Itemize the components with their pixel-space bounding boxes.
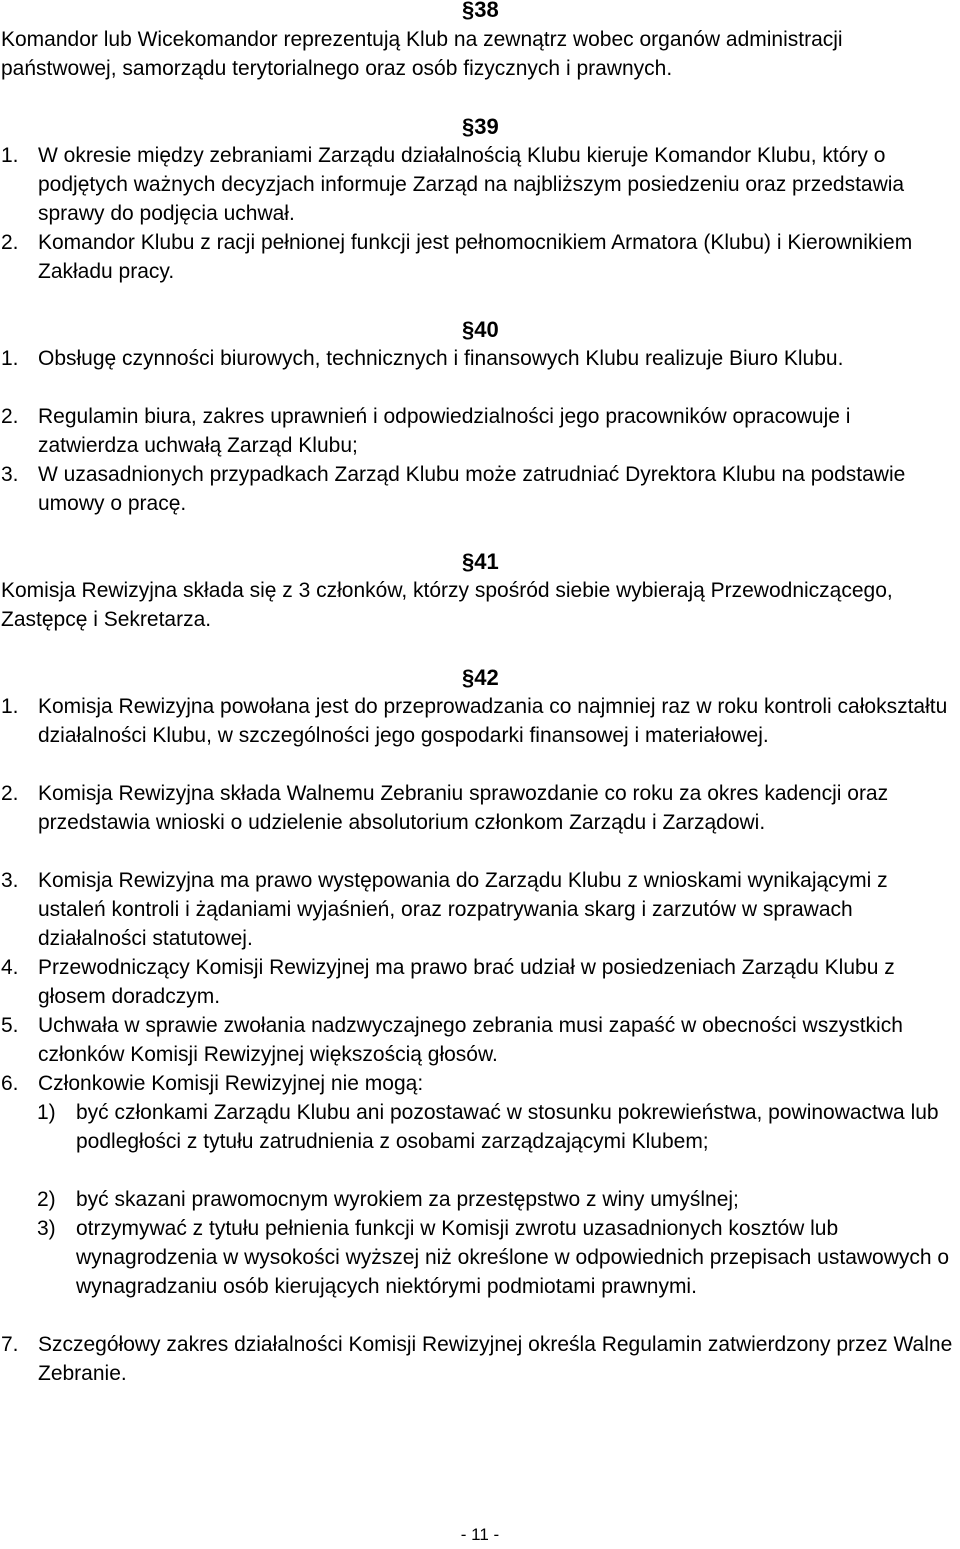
item-text: W uzasadnionych przypadkach Zarząd Klubu może zatrudniać Dyrektora Klubu na podstawie umowy o pracę.	[38, 463, 906, 515]
item-number: 2.	[1, 782, 19, 805]
section-42-item-2	[1, 779, 953, 837]
section-42-heading: §42	[462, 665, 499, 690]
section-42-subitem-2	[37, 1185, 955, 1214]
item-text: Przewodniczący Komisji Rewizyjnej ma prawo brać udział w posiedzeniach Zarządu Klubu z głosem doradczym.	[38, 956, 895, 1008]
item-number: 6.	[1, 1072, 19, 1095]
item-number: 7.	[1, 1333, 19, 1356]
item-text: Obsługę czynności biurowych, technicznych i finansowych Klubu realizuje Biuro Klubu.	[38, 347, 844, 370]
section-42-item-6	[1, 1069, 953, 1098]
page-number: - 11 -	[460, 1525, 500, 1544]
item-text: Komisja Rewizyjna składa Walnemu Zebraniu sprawozdanie co roku za okres kadencji oraz przedstawia wnioski o udzielenie absolutorium członkom Zarządu i Zarządowi.	[38, 782, 889, 834]
item-number: 3.	[1, 869, 19, 892]
item-number: 5.	[1, 1014, 19, 1037]
subitem-number: 2)	[37, 1188, 56, 1211]
subitem-text: być członkami Zarządu Klubu ani pozostawać w stosunku pokrewieństwa, powinowactwa lub podległości z tytułu zatrudnienia z osobami zarządzającymi Klubem;	[76, 1101, 939, 1153]
section-39-heading: §39	[462, 114, 499, 139]
item-text: Członkowie Komisji Rewizyjnej nie mogą:	[38, 1072, 424, 1095]
section-42-item-1	[1, 692, 953, 750]
subitem-text: być skazani prawomocnym wyrokiem za przestępstwo z winy umyślnej;	[76, 1188, 739, 1211]
item-number: 1.	[1, 144, 19, 167]
item-number: 4.	[1, 956, 19, 979]
item-text: Komisja Rewizyjna powołana jest do przeprowadzania co najmniej raz w roku kontroli całokształtu działalności Klubu, w szczególności jego gospodarki finansowej i materiałowej.	[38, 695, 948, 747]
item-text: Komandor Klubu z racji pełnionej funkcji jest pełnomocnikiem Armatora (Klubu) i Kierownikiem Zakładu pracy.	[38, 231, 913, 283]
item-number: 2.	[1, 231, 19, 254]
section-40-heading: §40	[462, 317, 499, 342]
item-text: W okresie między zebraniami Zarządu działalnością Klubu kieruje Komandor Klubu, który o podjętych ważnych decyzjach informuje Zarząd na najbliższym posiedzeniu oraz przedstawia sprawy do podjęcia uchwał.	[38, 144, 905, 225]
section-40-item-1	[1, 344, 953, 373]
section-40-item-2	[1, 402, 953, 460]
section-42-subitem-3	[37, 1214, 955, 1301]
subitem-number: 1)	[37, 1101, 56, 1124]
section-41-text: Komisja Rewizyjna składa się z 3 członków, którzy spośród siebie wybierają Przewodniczącego, Zastępcę i Sekretarza.	[1, 579, 893, 631]
section-42-item-5	[1, 1011, 953, 1069]
item-number: 2.	[1, 405, 19, 428]
section-39-item-2	[1, 228, 953, 286]
item-text: Szczegółowy zakres działalności Komisji Rewizyjnej określa Regulamin zatwierdzony przez Walne Zebranie.	[38, 1333, 953, 1385]
section-42-subitem-1	[37, 1098, 955, 1156]
section-38-heading: §38	[462, 0, 499, 22]
item-text: Uchwała w sprawie zwołania nadzwyczajnego zebrania musi zapaść w obecności wszystkich członków Komisji Rewizyjnej większością głosów.	[38, 1014, 903, 1066]
section-41-heading: §41	[462, 549, 499, 574]
item-number: 3.	[1, 463, 19, 486]
section-38-text: Komandor lub Wicekomandor reprezentują Klub na zewnątrz wobec organów administracji państwowej, samorządu terytorialnego oraz osób fizycznych i prawnych.	[1, 28, 843, 80]
section-42-item-3	[1, 866, 953, 953]
item-text: Regulamin biura, zakres uprawnień i odpowiedzialności jego pracowników opracowuje i zatwierdza uchwałą Zarząd Klubu;	[38, 405, 851, 457]
subitem-number: 3)	[37, 1217, 56, 1240]
section-42-item-7	[1, 1330, 953, 1388]
section-40-item-3	[1, 460, 953, 518]
subitem-text: otrzymywać z tytułu pełnienia funkcji w Komisji zwrotu uzasadnionych kosztów lub wynagrodzenia w wysokości wyższej niż określone w odpowiednich przepisach ustawowych o wynagradzaniu osób kierujących niektórymi podmiotami prawnymi.	[76, 1217, 950, 1298]
item-number: 1.	[1, 347, 19, 370]
section-42-item-4	[1, 953, 953, 1011]
item-text: Komisja Rewizyjna ma prawo występowania do Zarządu Klubu z wnioskami wynikającymi z ustaleń kontroli i żądaniami wyjaśnień, oraz rozpatrywania skarg i zarzutów w sprawach działalności statutowej.	[38, 869, 888, 950]
item-number: 1.	[1, 695, 19, 718]
section-39-item-1	[1, 141, 953, 228]
